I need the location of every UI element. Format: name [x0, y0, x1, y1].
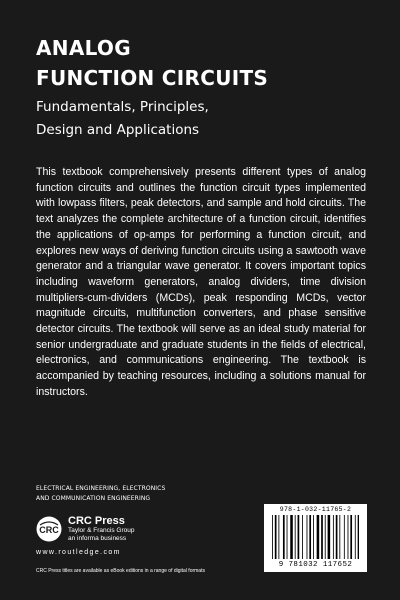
series-label-line-2: AND COMMUNICATION ENGINEERING — [36, 495, 151, 502]
crc-press-logo-icon — [36, 516, 62, 542]
book-title — [36, 33, 268, 93]
barcode-bar — [287, 515, 288, 559]
barcode-bar — [339, 515, 340, 559]
barcode-bar — [321, 515, 323, 559]
barcode-bar — [272, 515, 273, 559]
book-description: This textbook comprehensively presents different types of analog function circuits and outlines the function circuit types implemented with lowpass filters, peak detectors, and sample and hold circuits. The text analyzes the complete architecture of a function circuit, identifies the applications of op-amps for performing a function circuit, and explores new ways of deriving function circuits using a sawtooth wave generator and a triangular wave generator. It covers important topics including waveform generators, analog dividers, time division multipliers-cum-dividers (MCDs), peak responding MCDs, vector magnitude circuits, multifunction converters, and phase sensitive detector circuits. The textbook will serve as an ideal study material for senior undergraduate and graduate students in the fields of electrical, electronics, and communications engineering. The textbook is accompanied by teaching resources, including a solutions manual for instructors. — [36, 166, 366, 398]
isbn-label: 978-1-032-11765-2 — [279, 506, 352, 513]
barcode-bar — [333, 515, 334, 559]
crc-logo-text: CRC — [39, 525, 59, 535]
barcode-bar — [309, 515, 311, 559]
barcode-bar — [307, 515, 308, 559]
book-title-line-2: FUNCTION CIRCUITS — [36, 66, 269, 90]
barcode-bar — [358, 515, 359, 559]
barcode-bar — [290, 515, 293, 559]
publisher-tagline: an informa business — [68, 535, 127, 542]
series-label-line-1: ELECTRICAL ENGINEERING, ELECTRONICS — [36, 485, 166, 492]
book-subtitle-line-1: Fundamentals, Principles, — [36, 99, 209, 115]
barcode-bar — [283, 515, 285, 559]
barcode-bar — [313, 515, 314, 559]
barcode-bar — [348, 515, 349, 559]
publisher-name: CRC Press — [68, 515, 125, 527]
barcode-bar — [344, 515, 345, 559]
publisher-website: www.routledge.com — [36, 549, 121, 556]
publisher-block — [68, 515, 134, 543]
barcode-bar — [336, 515, 338, 559]
publisher-group: Taylor & Francis Group — [68, 527, 135, 534]
barcode-bar — [350, 515, 352, 559]
barcode-bar — [278, 515, 279, 559]
barcode-bar — [325, 515, 326, 559]
series-label — [36, 484, 165, 504]
ebook-availability-note: CRC Press titles are available as eBook editions in a range of digital formats — [36, 568, 205, 574]
book-subtitle — [36, 96, 209, 142]
barcode-bar — [355, 515, 356, 559]
isbn-barcode — [264, 504, 367, 572]
barcode-bar — [328, 515, 331, 559]
isbn-digits: 9 781032 117652 — [278, 561, 353, 569]
barcode-bar — [275, 515, 277, 559]
barcode-bar — [317, 515, 320, 559]
book-subtitle-line-2: Design and Applications — [36, 122, 200, 138]
barcode-bar — [302, 515, 303, 559]
barcode-bar — [295, 515, 296, 559]
barcode-bar — [298, 515, 300, 559]
book-title-line-1: ANALOG — [36, 36, 131, 60]
barcode-bars — [272, 515, 359, 559]
